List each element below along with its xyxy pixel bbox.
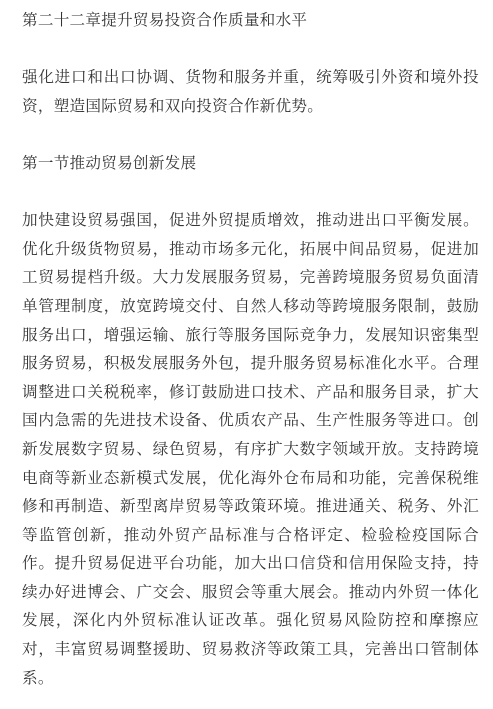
section-body-paragraph: 加快建设贸易强国，促进外贸提质增效，推动进出口平衡发展。优化升级货物贸易，推动市场多元化，拓展中间品贸易，促进加工贸易提档升级。大力发展服务贸易，完善跨境服务贸易负面清单管理制度，放宽跨境交付、自然人移动等跨境服务限制，鼓励服务出口，增强运输、旅行等服务国际竞争力，发展知识密集型服务贸易，积极发展服务外包，提升服务贸易标准化水平。合理调整进口关税税率，修订鼓励进口技术、产品和服务目录，扩大国内急需的先进技术设备、优质农产品、生产性服务等进口。创新发展数字贸易、绿色贸易，有序扩大数字领域开放。支持跨境电商等新业态新模式发展，优化海外仓布局和功能，完善保税维修和再制造、新型离岸贸易等政策环境。推进通关、税务、外汇等监管创新，推动外贸产品标准与合格评定、检验检疫国际合作。提升贸易促进平台功能，加大出口信贷和信用保险支持，持续办好进博会、广交会、服贸会等重大展会。推动内外贸一体化发展，深化内外贸标准认证改革。强化贸易风险防控和摩擦应对，丰富贸易调整援助、贸易救济等政策工具，完善出口管制体系。 xyxy=(22,211,479,687)
chapter-intro-paragraph: 强化进口和出口协调、货物和服务并重，统筹吸引外资和境外投资，塑造国际贸易和双向投资合作新优势。 xyxy=(22,68,479,115)
paragraph-gap xyxy=(22,120,479,149)
section-title: 第一节推动贸易创新发展 xyxy=(22,153,197,172)
paragraph-gap xyxy=(22,35,479,64)
chapter-title: 第二十二章提升贸易投资合作质量和水平 xyxy=(22,11,308,29)
paragraph-gap xyxy=(22,178,479,207)
